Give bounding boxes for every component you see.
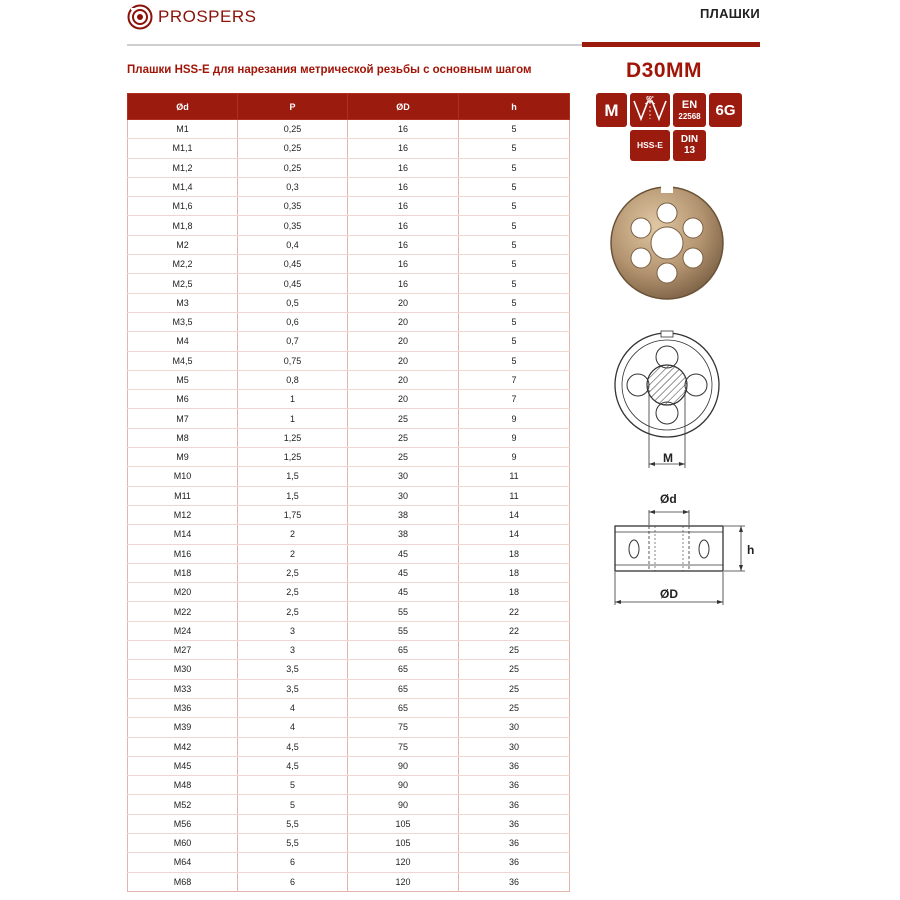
badge-tolerance: [709, 93, 742, 127]
table-row: [128, 756, 570, 775]
table-body: [128, 120, 570, 892]
cell-height: 25: [459, 679, 570, 698]
cell-height: 5: [459, 274, 570, 293]
table-row: [128, 235, 570, 254]
table-header-row: [128, 94, 570, 120]
cell-pitch: 0,25: [238, 139, 348, 158]
cell-outer-diameter: 16: [348, 177, 459, 196]
cell-height: 5: [459, 293, 570, 312]
column-header-outer-diameter: ØD: [348, 94, 459, 120]
cell-outer-diameter: 20: [348, 312, 459, 331]
cell-outer-diameter: 75: [348, 737, 459, 756]
table-row: [128, 390, 570, 409]
cell-pitch: 0,25: [238, 158, 348, 177]
section-title: ПЛАШКИ: [700, 6, 760, 21]
cell-thread-diameter: M1,2: [128, 158, 238, 177]
cell-height: 18: [459, 583, 570, 602]
cell-height: 11: [459, 486, 570, 505]
table-row: [128, 660, 570, 679]
table-row: [128, 795, 570, 814]
cell-outer-diameter: 65: [348, 641, 459, 660]
cell-height: 5: [459, 158, 570, 177]
cell-pitch: 0,45: [238, 255, 348, 274]
cell-outer-diameter: 20: [348, 370, 459, 389]
cell-thread-diameter: M27: [128, 641, 238, 660]
cell-height: 36: [459, 776, 570, 795]
cell-thread-diameter: M22: [128, 602, 238, 621]
cell-outer-diameter: 20: [348, 351, 459, 370]
cell-thread-diameter: M14: [128, 525, 238, 544]
cell-thread-diameter: M3,5: [128, 312, 238, 331]
cell-height: 5: [459, 235, 570, 254]
table-row: [128, 872, 570, 891]
table-row: [128, 177, 570, 196]
cell-outer-diameter: 65: [348, 698, 459, 717]
table-row: [128, 409, 570, 428]
cell-height: 30: [459, 737, 570, 756]
cell-pitch: 0,8: [238, 370, 348, 389]
cell-pitch: 1,75: [238, 505, 348, 524]
cell-height: 5: [459, 255, 570, 274]
column-header-height: h: [459, 94, 570, 120]
cell-thread-diameter: M6: [128, 390, 238, 409]
cell-outer-diameter: 90: [348, 776, 459, 795]
cell-thread-diameter: M9: [128, 448, 238, 467]
cell-thread-diameter: M7: [128, 409, 238, 428]
table-row: [128, 293, 570, 312]
cell-outer-diameter: 38: [348, 505, 459, 524]
side-view-height-label: h: [747, 543, 755, 557]
cell-pitch: 3: [238, 641, 348, 660]
cell-pitch: 2,5: [238, 563, 348, 582]
cell-thread-diameter: M1,6: [128, 197, 238, 216]
cell-pitch: 0,3: [238, 177, 348, 196]
cell-outer-diameter: 120: [348, 872, 459, 891]
cell-outer-diameter: 75: [348, 718, 459, 737]
table-row: [128, 139, 570, 158]
table-row: [128, 505, 570, 524]
table-row: [128, 814, 570, 833]
cell-height: 5: [459, 120, 570, 139]
cell-outer-diameter: 25: [348, 448, 459, 467]
cell-pitch: 2: [238, 544, 348, 563]
cell-outer-diameter: 65: [348, 679, 459, 698]
cell-pitch: 0,7: [238, 332, 348, 351]
table-row: [128, 776, 570, 795]
table-row: [128, 602, 570, 621]
table-row: [128, 274, 570, 293]
cell-height: 36: [459, 872, 570, 891]
cell-outer-diameter: 16: [348, 255, 459, 274]
cell-height: 5: [459, 351, 570, 370]
thread-profile-icon: [632, 95, 668, 125]
document-title: Плашки HSS-E для нарезания метрической резьбы с основным шагом: [127, 64, 532, 76]
cell-thread-diameter: M1,1: [128, 139, 238, 158]
table-row: [128, 467, 570, 486]
cell-outer-diameter: 16: [348, 274, 459, 293]
cell-height: 18: [459, 544, 570, 563]
cell-pitch: 4: [238, 698, 348, 717]
table-row: [128, 197, 570, 216]
product-code: D30MM: [626, 59, 703, 82]
cell-outer-diameter: 105: [348, 833, 459, 852]
cell-height: 18: [459, 563, 570, 582]
header-accent-bar: [582, 42, 760, 47]
cell-thread-diameter: M56: [128, 814, 238, 833]
cell-thread-diameter: M60: [128, 833, 238, 852]
cell-height: 36: [459, 853, 570, 872]
badge-din-standard: [673, 130, 706, 161]
cell-height: 5: [459, 177, 570, 196]
svg-text:60°: 60°: [646, 96, 654, 102]
badge-en-line1: EN: [681, 98, 698, 111]
cell-pitch: 0,25: [238, 120, 348, 139]
cell-outer-diameter: 25: [348, 428, 459, 447]
table-row: [128, 641, 570, 660]
cell-outer-diameter: 45: [348, 544, 459, 563]
cell-outer-diameter: 55: [348, 621, 459, 640]
cell-height: 36: [459, 814, 570, 833]
cell-outer-diameter: 45: [348, 583, 459, 602]
cell-pitch: 2,5: [238, 602, 348, 621]
cell-thread-diameter: M1: [128, 120, 238, 139]
cell-outer-diameter: 120: [348, 853, 459, 872]
cell-height: 5: [459, 139, 570, 158]
front-view-thread-label: M: [663, 451, 673, 465]
cell-height: 25: [459, 698, 570, 717]
side-view-outer-diameter-label: ØD: [660, 587, 678, 601]
cell-pitch: 3: [238, 621, 348, 640]
column-header-thread-diameter: Ød: [128, 94, 238, 120]
cell-pitch: 2: [238, 525, 348, 544]
cell-pitch: 1,5: [238, 467, 348, 486]
die-product-image: [607, 183, 727, 303]
cell-thread-diameter: M16: [128, 544, 238, 563]
cell-thread-diameter: M30: [128, 660, 238, 679]
cell-outer-diameter: 90: [348, 756, 459, 775]
table-row: [128, 255, 570, 274]
badge-din-line1: DIN: [680, 134, 699, 145]
badge-metric: [596, 93, 627, 127]
cell-outer-diameter: 90: [348, 795, 459, 814]
cell-pitch: 2,5: [238, 583, 348, 602]
brand-logo-icon: [127, 4, 153, 30]
cell-outer-diameter: 16: [348, 216, 459, 235]
column-header-pitch: P: [238, 94, 348, 120]
cell-outer-diameter: 65: [348, 660, 459, 679]
cell-pitch: 0,35: [238, 216, 348, 235]
cell-height: 5: [459, 216, 570, 235]
table-row: [128, 833, 570, 852]
table-row: [128, 428, 570, 447]
table-row: [128, 312, 570, 331]
cell-height: 22: [459, 621, 570, 640]
brand-logo: [127, 4, 256, 30]
cell-thread-diameter: M1,4: [128, 177, 238, 196]
cell-outer-diameter: 38: [348, 525, 459, 544]
cell-pitch: 0,45: [238, 274, 348, 293]
cell-thread-diameter: M36: [128, 698, 238, 717]
table-row: [128, 583, 570, 602]
cell-outer-diameter: 45: [348, 563, 459, 582]
cell-outer-diameter: 30: [348, 467, 459, 486]
cell-thread-diameter: M18: [128, 563, 238, 582]
cell-thread-diameter: M2,2: [128, 255, 238, 274]
table-row: [128, 332, 570, 351]
cell-thread-diameter: M3: [128, 293, 238, 312]
cell-height: 5: [459, 332, 570, 351]
cell-outer-diameter: 16: [348, 197, 459, 216]
cell-thread-diameter: M64: [128, 853, 238, 872]
cell-thread-diameter: M12: [128, 505, 238, 524]
table-row: [128, 120, 570, 139]
cell-thread-diameter: M2,5: [128, 274, 238, 293]
cell-pitch: 4: [238, 718, 348, 737]
cell-thread-diameter: M2: [128, 235, 238, 254]
cell-thread-diameter: M10: [128, 467, 238, 486]
cell-pitch: 6: [238, 853, 348, 872]
cell-thread-diameter: M45: [128, 756, 238, 775]
cell-outer-diameter: 20: [348, 293, 459, 312]
cell-pitch: 0,5: [238, 293, 348, 312]
header-divider: [127, 44, 582, 46]
cell-outer-diameter: 16: [348, 139, 459, 158]
cell-height: 25: [459, 641, 570, 660]
cell-pitch: 5,5: [238, 833, 348, 852]
cell-pitch: 1,25: [238, 428, 348, 447]
cell-pitch: 0,75: [238, 351, 348, 370]
spec-table: [127, 93, 570, 892]
cell-thread-diameter: M5: [128, 370, 238, 389]
cell-outer-diameter: 16: [348, 235, 459, 254]
cell-thread-diameter: M1,8: [128, 216, 238, 235]
cell-pitch: 0,35: [238, 197, 348, 216]
cell-height: 14: [459, 525, 570, 544]
cell-height: 14: [459, 505, 570, 524]
cell-height: 7: [459, 370, 570, 389]
badge-material: [630, 130, 670, 161]
side-view-bore-label: Ød: [660, 492, 677, 506]
cell-thread-diameter: M20: [128, 583, 238, 602]
badge-thread-angle: [630, 93, 670, 127]
table-row: [128, 621, 570, 640]
cell-thread-diameter: M52: [128, 795, 238, 814]
cell-thread-diameter: M8: [128, 428, 238, 447]
cell-outer-diameter: 16: [348, 120, 459, 139]
cell-pitch: 1: [238, 409, 348, 428]
cell-outer-diameter: 16: [348, 158, 459, 177]
cell-outer-diameter: 30: [348, 486, 459, 505]
table-row: [128, 351, 570, 370]
cell-height: 36: [459, 756, 570, 775]
cell-outer-diameter: 20: [348, 390, 459, 409]
cell-height: 36: [459, 795, 570, 814]
table-row: [128, 525, 570, 544]
table-row: [128, 448, 570, 467]
cell-pitch: 4,5: [238, 756, 348, 775]
cell-height: 5: [459, 197, 570, 216]
cell-thread-diameter: M33: [128, 679, 238, 698]
cell-thread-diameter: M68: [128, 872, 238, 891]
table-row: [128, 158, 570, 177]
cell-thread-diameter: M4,5: [128, 351, 238, 370]
cell-pitch: 6: [238, 872, 348, 891]
cell-height: 5: [459, 312, 570, 331]
badge-material-label: HSS-E: [637, 140, 663, 151]
cell-outer-diameter: 20: [348, 332, 459, 351]
cell-pitch: 0,4: [238, 235, 348, 254]
cell-height: 9: [459, 448, 570, 467]
cell-pitch: 5: [238, 776, 348, 795]
cell-outer-diameter: 105: [348, 814, 459, 833]
brand-name: PROSPERS: [158, 7, 257, 26]
table-row: [128, 216, 570, 235]
cell-pitch: 4,5: [238, 737, 348, 756]
table-row: [128, 486, 570, 505]
cell-pitch: 5: [238, 795, 348, 814]
cell-height: 7: [459, 390, 570, 409]
table-row: [128, 737, 570, 756]
cell-height: 11: [459, 467, 570, 486]
cell-pitch: 1,25: [238, 448, 348, 467]
cell-height: 30: [459, 718, 570, 737]
table-row: [128, 853, 570, 872]
cell-height: 22: [459, 602, 570, 621]
table-row: [128, 563, 570, 582]
cell-height: 9: [459, 409, 570, 428]
badge-din-line2: 13: [683, 145, 696, 156]
table-row: [128, 698, 570, 717]
cell-height: 25: [459, 660, 570, 679]
cell-pitch: 1: [238, 390, 348, 409]
cell-thread-diameter: M48: [128, 776, 238, 795]
table-row: [128, 718, 570, 737]
badge-metric-label: M: [604, 100, 619, 120]
cell-pitch: 3,5: [238, 679, 348, 698]
cell-height: 36: [459, 833, 570, 852]
cell-pitch: 1,5: [238, 486, 348, 505]
cell-thread-diameter: M4: [128, 332, 238, 351]
cell-thread-diameter: M24: [128, 621, 238, 640]
badge-en-standard: [673, 93, 706, 127]
table-row: [128, 679, 570, 698]
cell-outer-diameter: 25: [348, 409, 459, 428]
cell-thread-diameter: M39: [128, 718, 238, 737]
badge-en-line2: 22568: [678, 111, 701, 121]
badge-tolerance-label: 6G: [715, 101, 736, 119]
table-row: [128, 370, 570, 389]
cell-pitch: 5,5: [238, 814, 348, 833]
cell-thread-diameter: M42: [128, 737, 238, 756]
cell-pitch: 3,5: [238, 660, 348, 679]
side-view-drawing: [600, 490, 760, 610]
table-row: [128, 544, 570, 563]
cell-height: 9: [459, 428, 570, 447]
cell-pitch: 0,6: [238, 312, 348, 331]
cell-thread-diameter: M11: [128, 486, 238, 505]
cell-outer-diameter: 55: [348, 602, 459, 621]
